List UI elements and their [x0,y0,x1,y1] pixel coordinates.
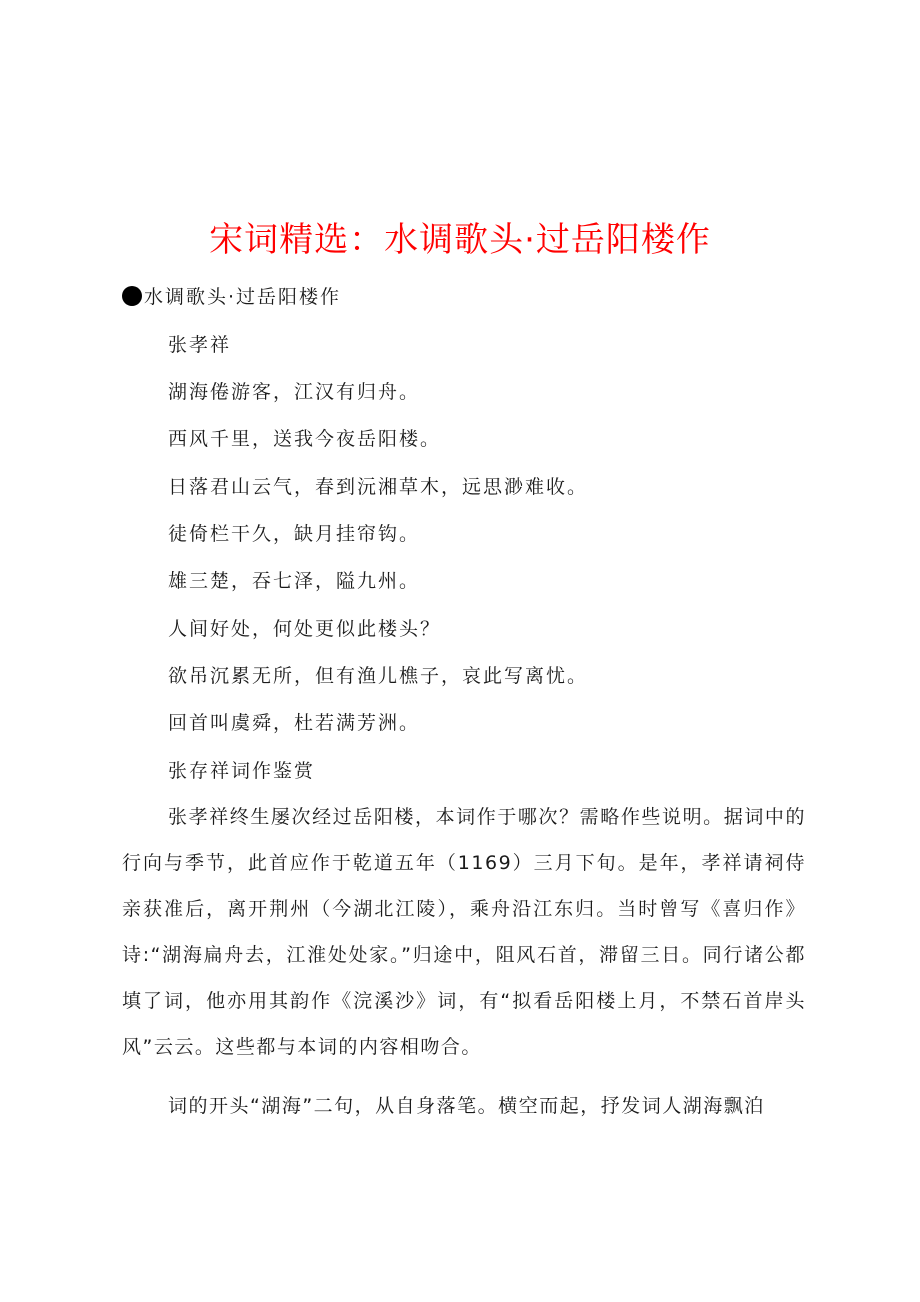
poem-line: 人间好处，何处更似此楼头？ [168,618,442,640]
poem-line: 欲吊沉累无所，但有渔儿樵子，哀此写离忧。 [168,665,589,687]
commentary-paragraph: 词的开头“湖海”二句，从自身落笔。横空而起，抒发词人湖海飘泊 [168,1095,765,1117]
poem-line: 徒倚栏干久，缺月挂帘钩。 [168,523,421,545]
document-title: 宋词精选：水调歌头·过岳阳楼作 [209,219,711,260]
section-heading-text: 水调歌头·过岳阳楼作 [144,286,342,308]
poem-line: 西风千里，送我今夜岳阳楼。 [168,428,442,450]
poem-line: 雄三楚，吞七泽，隘九州。 [168,570,421,592]
poem-line: 回首叫虞舜，杜若满芳洲。 [168,712,421,734]
poem-line: 湖海倦游客，江汉有归舟。 [168,381,421,403]
poem-line: 日落君山云气，春到沅湘草木，远思渺难收。 [168,476,589,498]
section-heading [122,285,341,309]
commentary-paragraph: 张孝祥终生屡次经过岳阳楼，本词作于哪次？需略作些说明。据词中的行向与季节，此首应作于乾道五年（1169）三月下旬。是年，孝祥请祠侍亲获准后，离开荆州（今湖北江陵），乘舟沿江东归。当时曾写《喜归作》诗:“湖海扁舟去，江淮处处家。”归途中，阻风石首，滞留三日。同行诸公都填了词，他亦用其韵作《浣溪沙》词，有“拟看岳阳楼上月，不禁石首岸头风”云云。这些都与本词的内容相吻合。 [122,806,806,1058]
commentary-heading: 张存祥词作鉴赏 [168,760,316,782]
poem-author: 张孝祥 [168,334,232,356]
bullet-icon [122,286,142,306]
